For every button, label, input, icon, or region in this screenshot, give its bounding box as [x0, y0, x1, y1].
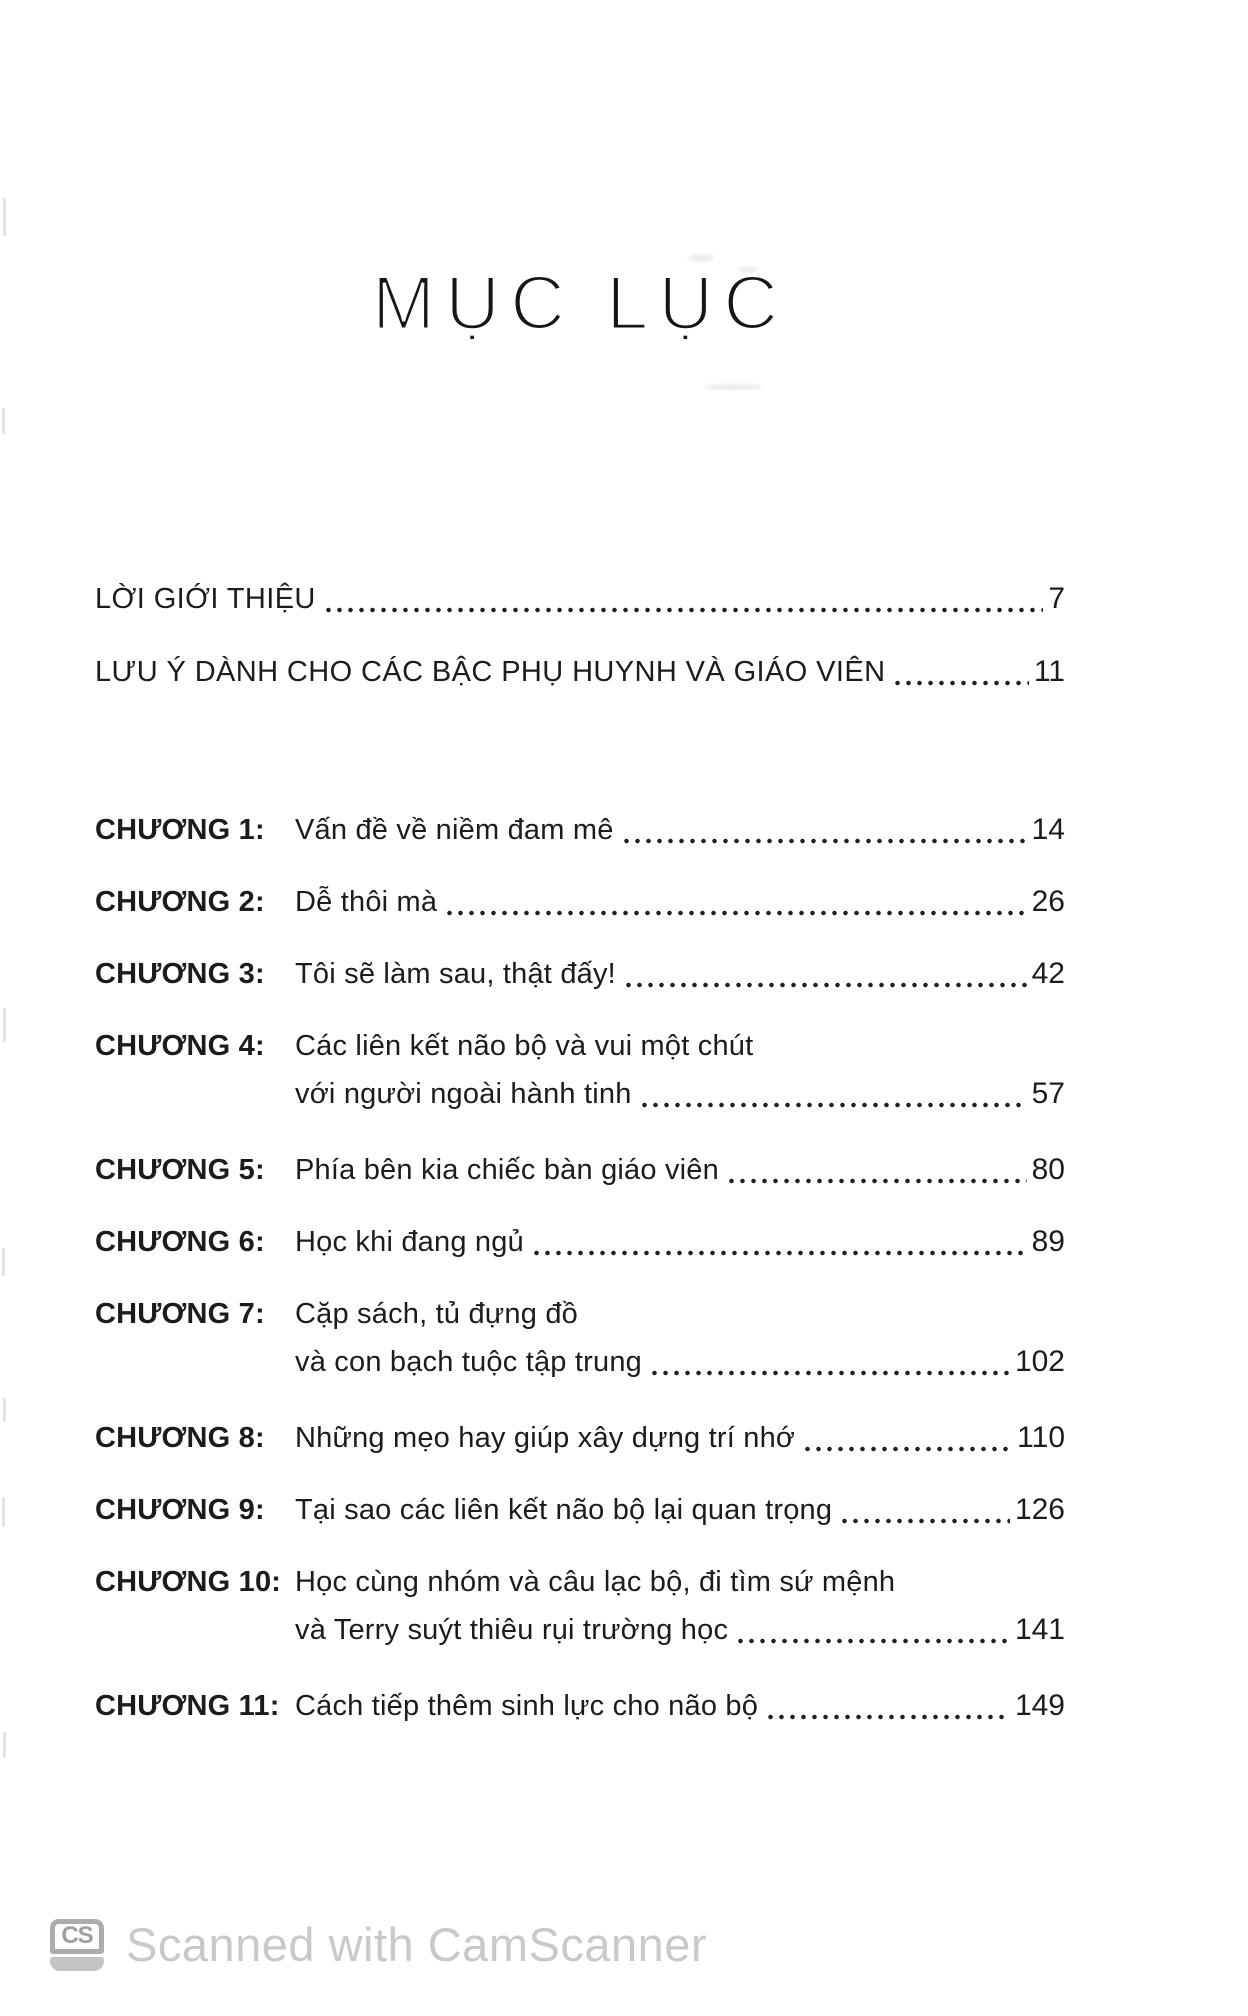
toc-entry-body	[295, 878, 1065, 926]
page-number: 141	[1014, 1613, 1065, 1646]
toc-entry-title: với người ngoài hành tinh	[295, 1078, 632, 1110]
page-number: 7	[1048, 582, 1065, 615]
page-number: 149	[1014, 1689, 1065, 1722]
chapter-label: CHƯƠNG 6:	[95, 1226, 265, 1258]
dot-leader	[892, 680, 1028, 686]
dot-leader	[649, 1370, 1010, 1376]
toc-line	[95, 648, 1065, 696]
dot-leader	[444, 910, 1026, 916]
page-number: 42	[1031, 957, 1065, 990]
page-number: 26	[1031, 885, 1065, 918]
dot-leader	[621, 838, 1027, 844]
toc-entry	[95, 575, 1065, 623]
toc-entry-title: và con bạch tuộc tập trung	[295, 1346, 642, 1378]
toc-entry-body	[295, 950, 1065, 998]
toc-entry	[95, 1146, 1065, 1194]
toc-entry-body	[295, 1486, 1065, 1534]
dot-leader	[323, 607, 1044, 613]
toc-entry-title: Cách tiếp thêm sinh lực cho não bộ	[295, 1690, 759, 1722]
page-number: 11	[1033, 655, 1065, 688]
dot-leader	[765, 1714, 1010, 1720]
page-number: 126	[1014, 1493, 1065, 1526]
dot-leader	[726, 1178, 1027, 1184]
toc-entry-body	[295, 1290, 1065, 1386]
toc-entry-body	[295, 1414, 1065, 1462]
toc-entry-title: Học cùng nhóm và câu lạc bộ, đi tìm sứ mệnh	[295, 1566, 896, 1598]
scan-artifact	[3, 1398, 6, 1422]
camscanner-watermark	[50, 1917, 707, 1972]
toc-entry-title: Vấn đề về niềm đam mê	[295, 814, 614, 846]
chapter-label: CHƯƠNG 1:	[95, 814, 265, 846]
toc-entry	[95, 1290, 1065, 1386]
toc-line	[295, 1290, 1065, 1338]
toc-entry-title: Tại sao các liên kết não bộ lại quan trọng	[295, 1494, 833, 1526]
chapter-label: CHƯƠNG 4:	[95, 1030, 265, 1062]
toc-line	[295, 1022, 1065, 1070]
toc-entry-body	[95, 648, 1065, 696]
toc-line	[295, 950, 1065, 998]
toc-line	[295, 1218, 1065, 1266]
toc-line	[295, 1338, 1065, 1386]
toc-entry-body	[295, 806, 1065, 854]
chapter-label: CHƯƠNG 5:	[95, 1154, 265, 1186]
toc-entry-title: Phía bên kia chiếc bàn giáo viên	[295, 1154, 719, 1186]
toc-line	[295, 1146, 1065, 1194]
page-number: 57	[1031, 1077, 1065, 1110]
toc-line	[295, 806, 1065, 854]
scan-artifact	[3, 1008, 6, 1042]
toc-line	[295, 1070, 1065, 1118]
cs-icon-label: CS	[50, 1919, 104, 1954]
scan-smudge	[704, 384, 764, 390]
page-number: 102	[1014, 1345, 1065, 1378]
toc-entry-body	[95, 575, 1065, 623]
scan-artifact	[2, 408, 5, 434]
scan-artifact	[2, 1497, 5, 1527]
toc-entry	[95, 1486, 1065, 1534]
toc-entry-body	[295, 1218, 1065, 1266]
chapter-label: CHƯƠNG 2:	[95, 886, 265, 918]
dot-leader	[531, 1250, 1027, 1256]
page-number: 80	[1031, 1153, 1065, 1186]
toc-line	[295, 1606, 1065, 1654]
chapter-label: CHƯƠNG 8:	[95, 1422, 265, 1454]
toc-line	[295, 1486, 1065, 1534]
scan-artifact	[3, 198, 6, 236]
scan-smudge	[738, 266, 758, 273]
chapter-label: CHƯƠNG 3:	[95, 958, 265, 990]
toc-entry-title: Học khi đang ngủ	[295, 1226, 524, 1258]
page-title: MỤC LỤC	[371, 261, 789, 346]
dot-leader	[839, 1518, 1010, 1524]
toc-entry-title: Tôi sẽ làm sau, thật đấy!	[295, 958, 616, 990]
toc-entry-body	[295, 1146, 1065, 1194]
toc-entry-body	[295, 1022, 1065, 1118]
toc-entry	[95, 878, 1065, 926]
scan-artifact	[2, 1248, 5, 1276]
dot-leader	[639, 1102, 1027, 1108]
toc-line	[95, 575, 1065, 623]
toc-entry-title: Dễ thôi mà	[295, 886, 438, 918]
toc-entry	[95, 806, 1065, 854]
toc-entry-title: và Terry suýt thiêu rụi trường học	[295, 1614, 729, 1646]
scan-smudge	[688, 254, 714, 262]
table-of-contents	[95, 575, 1065, 1730]
toc-entry-title: LỜI GIỚI THIỆU	[95, 583, 316, 615]
toc-entry	[95, 1682, 1065, 1730]
toc-entry-title: Các liên kết não bộ và vui một chút	[295, 1030, 754, 1062]
toc-line	[295, 1558, 1065, 1606]
dot-leader	[802, 1446, 1012, 1452]
scan-artifact	[3, 1732, 6, 1758]
toc-line	[295, 1682, 1065, 1730]
toc-entry	[95, 1218, 1065, 1266]
toc-entry-title: Cặp sách, tủ đựng đồ	[295, 1298, 578, 1330]
toc-entry	[95, 648, 1065, 696]
cs-icon-base	[50, 1957, 104, 1971]
chapter-label: CHƯƠNG 11:	[95, 1690, 280, 1722]
camscanner-text: Scanned with CamScanner	[126, 1918, 708, 1971]
chapter-label: CHƯƠNG 10:	[95, 1566, 282, 1598]
toc-entry	[95, 1558, 1065, 1654]
camscanner-cs-icon	[50, 1919, 104, 1971]
dot-leader	[735, 1638, 1010, 1644]
toc-entry	[95, 950, 1065, 998]
toc-entry	[95, 1022, 1065, 1118]
chapter-label: CHƯƠNG 9:	[95, 1494, 265, 1526]
page-number: 89	[1031, 1225, 1065, 1258]
toc-entry-title: Những mẹo hay giúp xây dựng trí nhớ	[295, 1422, 796, 1454]
chapter-label: CHƯƠNG 7:	[95, 1298, 265, 1330]
toc-line	[295, 878, 1065, 926]
page-number: 14	[1031, 813, 1065, 846]
toc-entry-body	[295, 1558, 1065, 1654]
toc-entry	[95, 1414, 1065, 1462]
toc-entry-body	[295, 1682, 1065, 1730]
dot-leader	[623, 982, 1027, 988]
toc-entry-title: LƯU Ý DÀNH CHO CÁC BẬC PHỤ HUYNH VÀ GIÁO VIÊN	[95, 656, 886, 688]
page-number: 110	[1017, 1421, 1065, 1454]
toc-line	[295, 1414, 1065, 1462]
